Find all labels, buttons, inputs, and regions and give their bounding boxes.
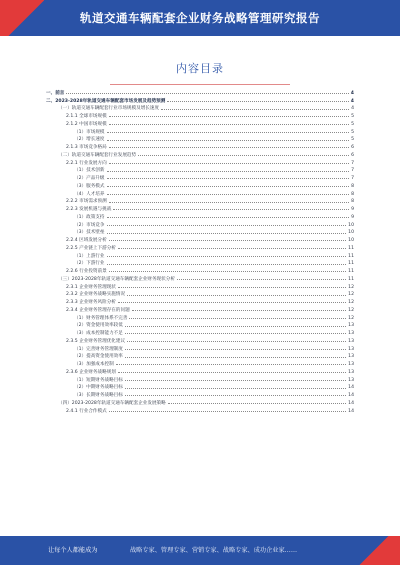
toc-entry[interactable] xyxy=(46,398,354,406)
toc-page-number: 5 xyxy=(351,114,354,119)
header-bar xyxy=(0,0,400,36)
toc-page-number: 8 xyxy=(351,199,354,205)
toc-entry-text: 一、前言 xyxy=(46,90,65,96)
toc-page-number: 14 xyxy=(348,408,354,414)
toc-entry[interactable] xyxy=(46,88,354,96)
toc-entry[interactable] xyxy=(46,406,354,414)
toc-entry-text: 2.1.1 全球市场规模 xyxy=(66,114,107,119)
toc-page-number: 6 xyxy=(351,145,354,150)
report-title: 轨道交通车辆配套企业财务战略管理研究报告 xyxy=(80,11,320,25)
toc-leader-dots xyxy=(167,101,348,102)
toc-page-number: 4 xyxy=(350,98,354,104)
toc-entry[interactable] xyxy=(46,212,354,220)
toc-leader-dots xyxy=(113,209,349,210)
toc-entry[interactable] xyxy=(46,127,354,135)
toc-entry[interactable] xyxy=(46,111,354,119)
toc-entry[interactable] xyxy=(46,119,354,127)
toc-page-number: 8 xyxy=(351,191,354,197)
toc-page-number: 12 xyxy=(348,284,354,290)
footer-bar xyxy=(0,536,400,565)
toc-entry-text: 2.3.1 企业财务管理现状 xyxy=(66,284,116,290)
toc-page-number: 11 xyxy=(348,245,354,251)
toc-entry[interactable] xyxy=(46,235,354,243)
toc-entry[interactable] xyxy=(46,266,354,274)
toc-entry[interactable] xyxy=(46,352,354,360)
toc-entry-text: 2.2.3 发展机遇与挑战 xyxy=(66,207,112,212)
toc-entry-text: 2.3.6 企业财务战略规划 xyxy=(66,369,116,375)
toc-page-number: 5 xyxy=(351,121,354,127)
toc-entry-text: （3）服务模式 xyxy=(74,183,105,189)
toc-leader-dots xyxy=(109,124,349,125)
toc-leader-dots xyxy=(109,147,349,148)
footer-tags: 战略专家、管理专家、营销专家、战略专家、成功企业家…… xyxy=(130,547,298,554)
toc-leader-dots xyxy=(125,326,346,327)
toc-entry[interactable] xyxy=(46,204,354,212)
toc-entry[interactable] xyxy=(46,228,354,236)
toc-leader-dots xyxy=(177,279,346,280)
toc-page-number: 5 xyxy=(351,137,354,143)
toc-page-number: 13 xyxy=(348,346,354,352)
toc-entry-text: （3）成本控制能力不足 xyxy=(74,331,123,336)
toc-entry[interactable] xyxy=(46,166,354,174)
toc-leader-dots xyxy=(161,109,349,110)
toc-entry-text: （1）财务管理体系不完善 xyxy=(74,315,128,321)
toc-entry[interactable] xyxy=(46,104,354,112)
toc-entry[interactable] xyxy=(46,274,354,282)
toc-entry-text: （四）2023-2028年轨道交通车辆配套企业发展策略 xyxy=(58,400,166,406)
toc-entry-text: （3）加强成本控制 xyxy=(74,362,114,367)
toc-leader-dots xyxy=(107,217,350,218)
toc-entry[interactable] xyxy=(46,297,354,305)
toc-entry[interactable] xyxy=(46,251,354,259)
toc-leader-dots xyxy=(107,140,350,141)
toc-leader-dots xyxy=(109,116,349,117)
toc-entry[interactable] xyxy=(46,321,354,329)
toc-page-number: 6 xyxy=(351,152,354,158)
toc-entry-text: （一）轨道交通车辆配套行业市场规模及增长速度 xyxy=(58,106,160,112)
toc-page-number: 8 xyxy=(351,183,354,189)
footer-red-accent xyxy=(340,536,400,565)
toc-entry[interactable] xyxy=(46,220,354,228)
toc-entry[interactable] xyxy=(46,282,354,290)
toc-page-number: 12 xyxy=(348,307,354,313)
toc-leader-dots xyxy=(118,248,346,249)
toc-entry[interactable] xyxy=(46,158,354,166)
toc-page-number: 13 xyxy=(348,338,354,344)
toc-entry[interactable] xyxy=(46,173,354,181)
toc-entry-text: （1）政策支持 xyxy=(74,214,105,220)
toc-entry-text: （2）提高资金使用效率 xyxy=(74,354,123,360)
toc-entry[interactable] xyxy=(46,181,354,189)
toc-entry[interactable] xyxy=(46,135,354,143)
toc-leader-dots xyxy=(168,403,346,404)
footer-slogan: 让每个人都能成为 xyxy=(48,547,98,554)
toc-page-number: 13 xyxy=(348,323,354,329)
toc-heading: 内容目录 xyxy=(176,62,224,75)
toc-page-number: 4 xyxy=(350,90,354,96)
toc-entry-text: （1）短期财务战略目标 xyxy=(74,377,123,383)
toc-page-number: 9 xyxy=(351,214,354,220)
toc-entry[interactable] xyxy=(46,243,354,251)
toc-page-number: 7 xyxy=(351,168,354,174)
toc-entry-text: （3）长期财务战略目标 xyxy=(74,393,123,398)
toc-page-number: 14 xyxy=(348,385,354,391)
toc-page-number: 12 xyxy=(348,315,354,321)
toc-entry-text: （2）资金使用效率较低 xyxy=(74,323,123,329)
toc-entry[interactable] xyxy=(46,189,354,197)
toc-entry[interactable] xyxy=(46,344,354,352)
toc-entry-text: （三）2023-2028年轨道交通车辆配套企业财务现状分析 xyxy=(58,276,175,282)
toc-entry-text: 2.3.5 企业财务管理优化建议 xyxy=(66,338,126,344)
toc-page-number: 5 xyxy=(351,129,354,135)
toc-entry-text: （3）技术壁垒 xyxy=(74,230,105,236)
toc-entry-text: （2）中期财务战略目标 xyxy=(74,385,123,391)
toc-entry-text: （1）市场规模 xyxy=(74,129,105,135)
toc-entry-text: （二）轨道交通车辆配套行业发展趋势 xyxy=(58,152,137,158)
toc-page-number: 11 xyxy=(348,276,354,282)
toc-entry-text: 2.2.4 区域发展分析 xyxy=(66,238,107,243)
toc-entry-text: （1）上游行业 xyxy=(74,253,105,259)
toc-entry[interactable] xyxy=(46,328,354,336)
toc-page-number: 10 xyxy=(348,222,354,228)
toc-page-number: 11 xyxy=(348,253,354,259)
toc-entry[interactable] xyxy=(46,142,354,150)
toc-leader-dots xyxy=(107,225,347,226)
toc-entry-text: 2.1.2 中国市场规模 xyxy=(66,121,107,127)
toc-entry[interactable] xyxy=(46,390,354,398)
toc-entry-text: 2.3.3 企业财务风险分析 xyxy=(66,300,116,305)
toc-entry-text: （2）产品升级 xyxy=(74,176,105,181)
toc-entry-text: 二、2023-2028年轨道交通车辆配套市场发展及趋势预测 xyxy=(46,98,166,104)
table-of-contents xyxy=(46,88,354,414)
toc-entry-text: 2.3.2 企业财务战略实施情况 xyxy=(66,292,126,298)
toc-leader-dots xyxy=(127,295,346,296)
toc-leader-dots xyxy=(125,388,346,389)
toc-page-number: 10 xyxy=(348,230,354,236)
toc-entry-text: （2）下游行业 xyxy=(74,261,105,267)
toc-leader-dots xyxy=(107,264,347,265)
toc-leader-dots xyxy=(109,240,346,241)
toc-entry[interactable] xyxy=(46,290,354,298)
toc-entry[interactable] xyxy=(46,367,354,375)
toc-leader-dots xyxy=(125,380,346,381)
toc-entry-text: （2）增长速度 xyxy=(74,137,105,143)
toc-page-number: 13 xyxy=(348,354,354,360)
toc-leader-dots xyxy=(109,202,349,203)
toc-page-number: 11 xyxy=(348,261,354,267)
toc-entry[interactable] xyxy=(46,197,354,205)
toc-leader-dots xyxy=(125,349,346,350)
toc-entry[interactable] xyxy=(46,375,354,383)
toc-leader-dots xyxy=(125,395,346,396)
toc-leader-dots xyxy=(109,411,346,412)
toc-page-number: 10 xyxy=(348,238,354,243)
toc-leader-dots xyxy=(107,178,350,179)
toc-page-number: 13 xyxy=(348,331,354,336)
toc-entry-text: 2.2.5 产业链上下游分析 xyxy=(66,245,116,251)
toc-page-number: 12 xyxy=(348,300,354,305)
toc-leader-dots xyxy=(107,132,350,133)
toc-leader-dots xyxy=(66,93,348,94)
toc-entry-text: 2.1.3 市场竞争格局 xyxy=(66,145,107,150)
toc-page-number: 13 xyxy=(348,369,354,375)
toc-page-number: 13 xyxy=(348,377,354,383)
toc-entry[interactable] xyxy=(46,259,354,267)
toc-entry-text: 2.3.4 企业财务管理存在的问题 xyxy=(66,307,130,313)
toc-entry-text: 2.2.6 行业投资前景 xyxy=(66,269,107,274)
toc-leader-dots xyxy=(138,155,349,156)
toc-leader-dots xyxy=(107,194,350,195)
toc-entry[interactable] xyxy=(46,150,354,158)
toc-leader-dots xyxy=(107,256,347,257)
toc-page-number: 11 xyxy=(348,269,354,274)
toc-leader-dots xyxy=(118,287,346,288)
toc-entry[interactable] xyxy=(46,336,354,344)
toc-leader-dots xyxy=(125,333,346,334)
toc-entry-text: 2.2.1 行业发展方向 xyxy=(66,160,107,166)
toc-leader-dots xyxy=(109,271,346,272)
toc-page-number: 12 xyxy=(348,292,354,298)
toc-page-number: 14 xyxy=(348,400,354,406)
toc-entry-text: 2.4.1 行业合作模式 xyxy=(66,408,107,414)
toc-leader-dots xyxy=(118,372,346,373)
toc-leader-dots xyxy=(132,310,346,311)
toc-entry-text: （1）完善财务管理制度 xyxy=(74,346,123,352)
toc-page-number: 9 xyxy=(351,207,354,212)
toc-heading-underline xyxy=(110,84,290,85)
toc-entry-text: （2）市场竞争 xyxy=(74,222,105,228)
toc-entry[interactable] xyxy=(46,305,354,313)
toc-page-number: 7 xyxy=(351,160,354,166)
toc-entry-text: 2.2.2 市场需求预测 xyxy=(66,199,107,205)
toc-leader-dots xyxy=(127,341,346,342)
toc-page-number: 4 xyxy=(351,106,354,112)
toc-entry[interactable] xyxy=(46,313,354,321)
toc-page-number: 7 xyxy=(351,176,354,181)
toc-page-number: 14 xyxy=(348,393,354,398)
toc-leader-dots xyxy=(109,163,349,164)
toc-leader-dots xyxy=(107,171,350,172)
toc-entry[interactable] xyxy=(46,359,354,367)
toc-leader-dots xyxy=(107,233,347,234)
toc-page-number: 13 xyxy=(348,362,354,367)
toc-leader-dots xyxy=(107,186,350,187)
toc-entry[interactable] xyxy=(46,96,354,104)
toc-entry[interactable] xyxy=(46,383,354,391)
toc-leader-dots xyxy=(116,364,346,365)
toc-leader-dots xyxy=(118,302,346,303)
toc-leader-dots xyxy=(125,357,346,358)
toc-entry-text: （1）技术创新 xyxy=(74,168,105,174)
toc-entry-text: （4）人才培养 xyxy=(74,191,105,197)
toc-leader-dots xyxy=(129,318,346,319)
